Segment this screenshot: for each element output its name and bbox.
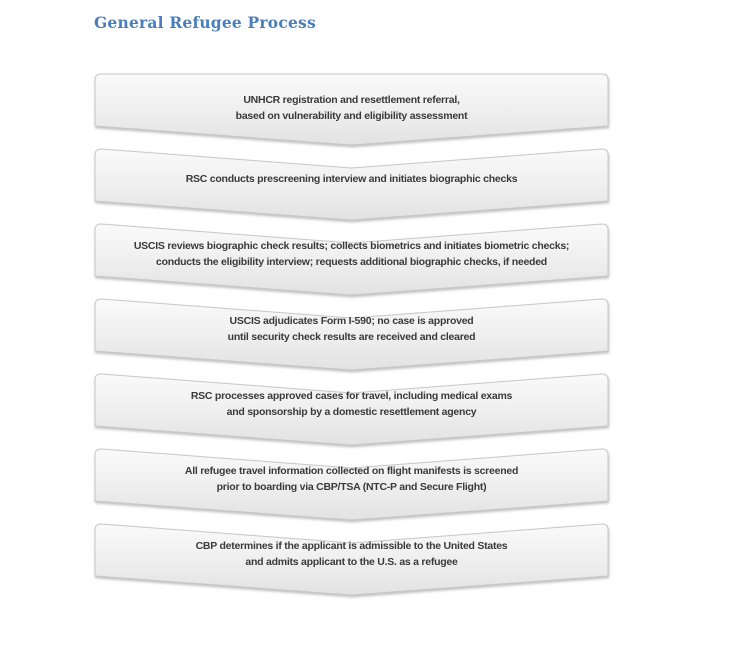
process-step-unhcr bbox=[95, 74, 608, 148]
step-line: conducts the eligibility interview; requests additional biographic checks, if needed bbox=[156, 256, 547, 268]
step-line: and sponsorship by a domestic resettlement agency bbox=[226, 406, 477, 418]
process-step-uscis-review bbox=[95, 224, 608, 298]
step-line: USCIS adjudicates Form I-590; no case is approved bbox=[229, 315, 474, 327]
process-step-flight-screening bbox=[95, 449, 608, 523]
process-step-rsc-travel bbox=[95, 374, 608, 448]
process-step-cbp-admission bbox=[95, 524, 608, 598]
step-line: RSC conducts prescreening interview and initiates biographic checks bbox=[185, 173, 518, 185]
chevron-shape bbox=[95, 524, 608, 598]
chevron-shape bbox=[95, 149, 608, 223]
chevron-shape bbox=[95, 299, 608, 373]
page-title: General Refugee Process bbox=[94, 13, 316, 32]
step-line: until security check results are received and cleared bbox=[227, 331, 476, 343]
process-step-uscis-adjudicates bbox=[95, 299, 608, 373]
refugee-process-diagram bbox=[95, 74, 608, 614]
step-line: prior to boarding via CBP/TSA (NTC-P and Secure Flight) bbox=[216, 481, 487, 493]
process-step-rsc-prescreening bbox=[95, 149, 608, 223]
step-line: All refugee travel information collected on flight manifests is screened bbox=[184, 465, 519, 477]
step-line: and admits applicant to the U.S. as a refugee bbox=[245, 556, 458, 568]
chevron-shape bbox=[95, 224, 608, 298]
step-line: RSC processes approved cases for travel, including medical exams bbox=[190, 390, 513, 402]
chevron-shape bbox=[95, 449, 608, 523]
step-line: USCIS reviews biographic check results; collects biometrics and initiates biometric checks; bbox=[133, 240, 570, 252]
step-line: based on vulnerability and eligibility assessment bbox=[235, 110, 468, 122]
step-line: CBP determines if the applicant is admissible to the United States bbox=[195, 540, 508, 552]
chevron-shape bbox=[95, 374, 608, 448]
step-line: UNHCR registration and resettlement referral, bbox=[243, 94, 460, 106]
chevron-shape bbox=[95, 74, 608, 148]
